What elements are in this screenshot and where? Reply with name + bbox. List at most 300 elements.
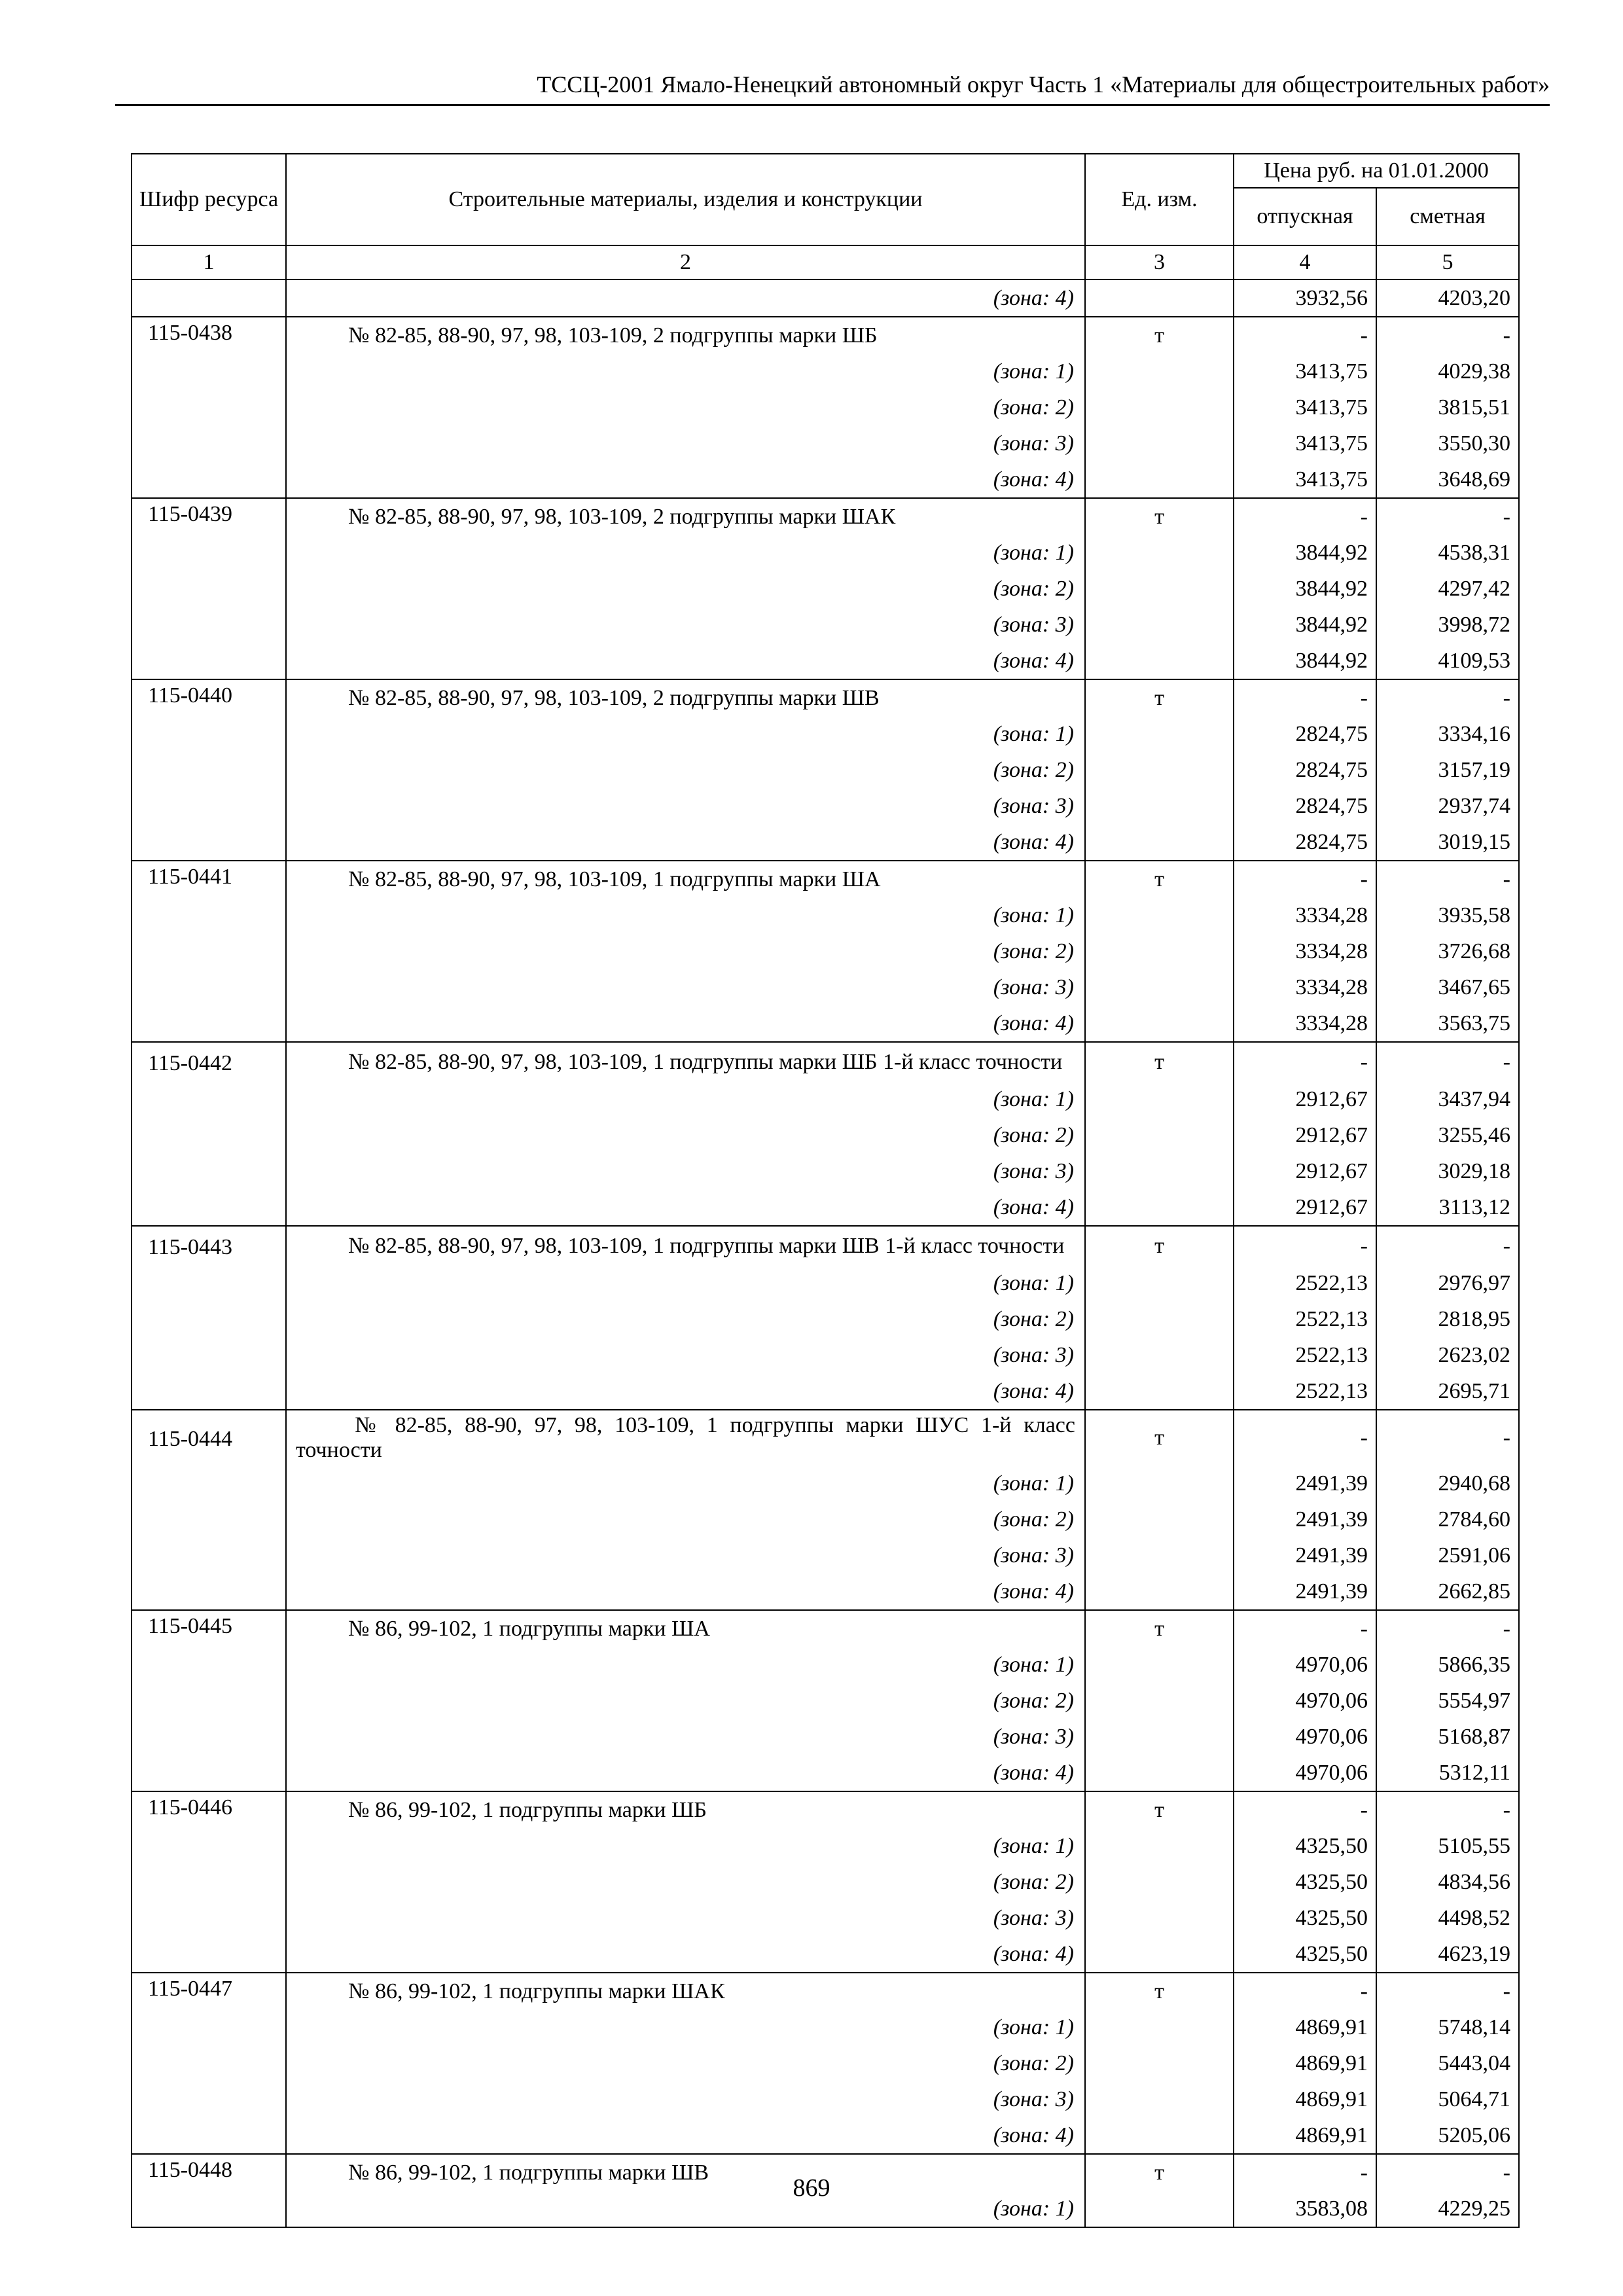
estimate-price: 2662,85 bbox=[1376, 1573, 1519, 1610]
code-cell bbox=[132, 279, 286, 317]
material-name bbox=[286, 1973, 1085, 2009]
unit-cell bbox=[1085, 1683, 1234, 1719]
release-price: - bbox=[1234, 1226, 1376, 1265]
release-price: 2912,67 bbox=[1234, 1081, 1376, 1117]
resource-code: 115-0438 bbox=[132, 317, 286, 353]
estimate-price: - bbox=[1376, 1610, 1519, 1647]
release-price: 3583,08 bbox=[1234, 2191, 1376, 2227]
release-price: 4970,06 bbox=[1234, 1647, 1376, 1683]
unit-cell bbox=[1085, 1189, 1234, 1226]
zone-label: (зона: 3) bbox=[286, 788, 1085, 824]
estimate-price: 4538,31 bbox=[1376, 535, 1519, 571]
estimate-price: 2784,60 bbox=[1376, 1501, 1519, 1537]
release-price: 2491,39 bbox=[1234, 1573, 1376, 1610]
col-name-header: Строительные материалы, изделия и конструкции bbox=[286, 154, 1085, 245]
zone-label: (зона: 4) bbox=[286, 1755, 1085, 1791]
zone-row bbox=[132, 535, 1519, 571]
estimate-price: 2591,06 bbox=[1376, 1537, 1519, 1573]
zone-row bbox=[132, 1828, 1519, 1864]
estimate-price: 3563,75 bbox=[1376, 1005, 1519, 1042]
material-name bbox=[286, 861, 1085, 897]
resource-code: 115-0439 bbox=[132, 498, 286, 535]
estimate-price: 3029,18 bbox=[1376, 1153, 1519, 1189]
estimate-price: 4109,53 bbox=[1376, 643, 1519, 679]
estimate-price: - bbox=[1376, 1042, 1519, 1081]
code-cell bbox=[132, 788, 286, 824]
release-price: 2824,75 bbox=[1234, 752, 1376, 788]
estimate-price: 4498,52 bbox=[1376, 1900, 1519, 1936]
release-price: 2522,13 bbox=[1234, 1265, 1376, 1301]
estimate-price: 3726,68 bbox=[1376, 933, 1519, 969]
code-cell bbox=[132, 1117, 286, 1153]
release-price: 3413,75 bbox=[1234, 425, 1376, 461]
unit-cell bbox=[1085, 571, 1234, 607]
resource-code: 115-0443 bbox=[132, 1226, 286, 1265]
unit-cell bbox=[1085, 897, 1234, 933]
release-price: 4325,50 bbox=[1234, 1936, 1376, 1973]
zone-row bbox=[132, 571, 1519, 607]
unit-cell bbox=[1085, 1373, 1234, 1410]
release-price: 3413,75 bbox=[1234, 461, 1376, 498]
unit-cell: т bbox=[1085, 317, 1234, 353]
unit-cell: т bbox=[1085, 1610, 1234, 1647]
running-header: ТССЦ-2001 Ямало-Ненецкий автономный округ Часть 1 «Материалы для общестроительных работ» bbox=[537, 71, 1550, 98]
estimate-price: - bbox=[1376, 1973, 1519, 2009]
zone-label: (зона: 3) bbox=[286, 2081, 1085, 2117]
release-price: 2522,13 bbox=[1234, 1337, 1376, 1373]
unit-cell bbox=[1085, 1465, 1234, 1501]
estimate-price: 2940,68 bbox=[1376, 1465, 1519, 1501]
zone-row bbox=[132, 752, 1519, 788]
zone-label: (зона: 1) bbox=[286, 1465, 1085, 1501]
estimate-price: 5443,04 bbox=[1376, 2045, 1519, 2081]
estimate-price: 3998,72 bbox=[1376, 607, 1519, 643]
release-price: 2824,75 bbox=[1234, 716, 1376, 752]
material-name bbox=[286, 1042, 1085, 1081]
release-price: - bbox=[1234, 1973, 1376, 2009]
table-row-carry bbox=[132, 279, 1519, 317]
estimate-price: 4229,25 bbox=[1376, 2191, 1519, 2227]
material-name-text: № 82-85, 88-90, 97, 98, 103-109, 2 подгруппы марки ШАК bbox=[348, 504, 896, 529]
estimate-price: - bbox=[1376, 498, 1519, 535]
release-price: 2522,13 bbox=[1234, 1301, 1376, 1337]
code-cell bbox=[132, 389, 286, 425]
zone-row bbox=[132, 1373, 1519, 1410]
zone-label: (зона: 4) bbox=[286, 2117, 1085, 2154]
zone-row bbox=[132, 1117, 1519, 1153]
zone-row bbox=[132, 1337, 1519, 1373]
zone-label: (зона: 2) bbox=[286, 752, 1085, 788]
estimate-price: 5168,87 bbox=[1376, 1719, 1519, 1755]
estimate-price: 4203,20 bbox=[1376, 279, 1519, 317]
material-name bbox=[286, 1226, 1085, 1265]
estimate-price: 3550,30 bbox=[1376, 425, 1519, 461]
zone-label: (зона: 1) bbox=[286, 1081, 1085, 1117]
unit-cell bbox=[1085, 1647, 1234, 1683]
unit-cell: т bbox=[1085, 1973, 1234, 2009]
zone-label: (зона: 2) bbox=[286, 1683, 1085, 1719]
unit-cell bbox=[1085, 461, 1234, 498]
material-name bbox=[286, 1791, 1085, 1828]
unit-cell: т bbox=[1085, 1042, 1234, 1081]
zone-label: (зона: 3) bbox=[286, 1337, 1085, 1373]
unit-cell bbox=[1085, 1537, 1234, 1573]
zone-row bbox=[132, 1719, 1519, 1755]
code-cell bbox=[132, 1301, 286, 1337]
col-number-5: 5 bbox=[1376, 245, 1519, 279]
zone-label: (зона: 3) bbox=[286, 1153, 1085, 1189]
zone-row bbox=[132, 1501, 1519, 1537]
release-price: 4869,91 bbox=[1234, 2081, 1376, 2117]
release-price: 4325,50 bbox=[1234, 1864, 1376, 1900]
zone-row bbox=[132, 1265, 1519, 1301]
code-cell bbox=[132, 1900, 286, 1936]
release-price: 4869,91 bbox=[1234, 2117, 1376, 2154]
code-cell bbox=[132, 643, 286, 679]
zone-label: (зона: 1) bbox=[286, 1828, 1085, 1864]
estimate-price: - bbox=[1376, 679, 1519, 716]
col-code-header: Шифр ресурса bbox=[132, 154, 286, 245]
release-price: - bbox=[1234, 679, 1376, 716]
release-price: - bbox=[1234, 317, 1376, 353]
resource-code: 115-0441 bbox=[132, 861, 286, 897]
unit-cell bbox=[1085, 1081, 1234, 1117]
resource-code: 115-0445 bbox=[132, 1610, 286, 1647]
zone-row bbox=[132, 1189, 1519, 1226]
zone-row bbox=[132, 2009, 1519, 2045]
zone-row bbox=[132, 1153, 1519, 1189]
zone-label: (зона: 1) bbox=[286, 897, 1085, 933]
unit-cell bbox=[1085, 2009, 1234, 2045]
resource-code: 115-0448 bbox=[132, 2154, 286, 2191]
unit-cell bbox=[1085, 535, 1234, 571]
resource-code: 115-0447 bbox=[132, 1973, 286, 2009]
zone-label: (зона: 1) bbox=[286, 716, 1085, 752]
material-name-text: № 86, 99-102, 1 подгруппы марки ША bbox=[348, 1616, 710, 1641]
zone-label: (зона: 1) bbox=[286, 1647, 1085, 1683]
zone-row bbox=[132, 2117, 1519, 2154]
table-row bbox=[132, 1410, 1519, 1465]
code-cell bbox=[132, 969, 286, 1005]
unit-cell: т bbox=[1085, 861, 1234, 897]
zone-label: (зона: 2) bbox=[286, 1864, 1085, 1900]
col-unit-header: Ед. изм. bbox=[1085, 154, 1234, 245]
release-price: 4970,06 bbox=[1234, 1719, 1376, 1755]
release-price: - bbox=[1234, 1610, 1376, 1647]
table-row bbox=[132, 679, 1519, 716]
code-cell bbox=[132, 2081, 286, 2117]
estimate-price: 2976,97 bbox=[1376, 1265, 1519, 1301]
code-cell bbox=[132, 1936, 286, 1973]
zone-label: (зона: 4) bbox=[286, 1573, 1085, 1610]
code-cell bbox=[132, 824, 286, 861]
release-price: 3844,92 bbox=[1234, 535, 1376, 571]
code-cell bbox=[132, 1501, 286, 1537]
release-price: 3844,92 bbox=[1234, 607, 1376, 643]
zone-row bbox=[132, 933, 1519, 969]
table-row bbox=[132, 1226, 1519, 1265]
code-cell bbox=[132, 1189, 286, 1226]
estimate-price: 3815,51 bbox=[1376, 389, 1519, 425]
estimate-price: 3935,58 bbox=[1376, 897, 1519, 933]
unit-cell bbox=[1085, 2081, 1234, 2117]
estimate-price: - bbox=[1376, 1410, 1519, 1465]
zone-row bbox=[132, 716, 1519, 752]
page-number: 869 bbox=[793, 2174, 830, 2202]
release-price: - bbox=[1234, 861, 1376, 897]
header-rule bbox=[115, 104, 1550, 106]
release-price: 3334,28 bbox=[1234, 933, 1376, 969]
zone-label: (зона: 4) bbox=[286, 1005, 1085, 1042]
release-price: 2912,67 bbox=[1234, 1117, 1376, 1153]
zone-row bbox=[132, 2081, 1519, 2117]
table-row bbox=[132, 1973, 1519, 2009]
unit-cell bbox=[1085, 1117, 1234, 1153]
zone-label: (зона: 4) bbox=[286, 1936, 1085, 1973]
zone-label: (зона: 1) bbox=[286, 535, 1085, 571]
unit-cell bbox=[1085, 824, 1234, 861]
estimate-price: 4623,19 bbox=[1376, 1936, 1519, 1973]
code-cell bbox=[132, 716, 286, 752]
table-row bbox=[132, 1042, 1519, 1081]
estimate-price: 4834,56 bbox=[1376, 1864, 1519, 1900]
zone-label: (зона: 1) bbox=[286, 353, 1085, 389]
release-price: 3932,56 bbox=[1234, 279, 1376, 317]
unit-cell bbox=[1085, 1900, 1234, 1936]
release-price: 3844,92 bbox=[1234, 571, 1376, 607]
release-price: 4325,50 bbox=[1234, 1900, 1376, 1936]
code-cell bbox=[132, 897, 286, 933]
release-price: 2824,75 bbox=[1234, 824, 1376, 861]
unit-cell bbox=[1085, 1301, 1234, 1337]
unit-cell: т bbox=[1085, 2154, 1234, 2191]
code-cell bbox=[132, 535, 286, 571]
release-price: 4970,06 bbox=[1234, 1755, 1376, 1791]
release-price: - bbox=[1234, 2154, 1376, 2191]
code-cell bbox=[132, 1755, 286, 1791]
code-cell bbox=[132, 1683, 286, 1719]
code-cell bbox=[132, 1265, 286, 1301]
zone-label: (зона: 2) bbox=[286, 1301, 1085, 1337]
zone-label: (зона: 3) bbox=[286, 969, 1085, 1005]
zone-label: (зона: 2) bbox=[286, 1501, 1085, 1537]
code-cell bbox=[132, 1465, 286, 1501]
zone-label: (зона: 3) bbox=[286, 607, 1085, 643]
unit-cell bbox=[1085, 1573, 1234, 1610]
zone-row bbox=[132, 1081, 1519, 1117]
code-cell bbox=[132, 1081, 286, 1117]
zone-label: (зона: 2) bbox=[286, 933, 1085, 969]
zone-row bbox=[132, 824, 1519, 861]
unit-cell bbox=[1085, 389, 1234, 425]
unit-cell bbox=[1085, 788, 1234, 824]
zone-row bbox=[132, 1936, 1519, 1973]
zone-row bbox=[132, 425, 1519, 461]
material-name-text: № 86, 99-102, 1 подгруппы марки ШАК bbox=[348, 1979, 725, 2003]
unit-cell bbox=[1085, 1501, 1234, 1537]
code-cell bbox=[132, 2117, 286, 2154]
release-price: 2912,67 bbox=[1234, 1189, 1376, 1226]
material-name-text: № 86, 99-102, 1 подгруппы марки ШБ bbox=[348, 1797, 707, 1822]
zone-row bbox=[132, 353, 1519, 389]
table-row bbox=[132, 861, 1519, 897]
code-cell bbox=[132, 1647, 286, 1683]
unit-cell bbox=[1085, 1005, 1234, 1042]
code-cell bbox=[132, 571, 286, 607]
unit-cell bbox=[1085, 1828, 1234, 1864]
release-price: 4970,06 bbox=[1234, 1683, 1376, 1719]
resource-code: 115-0440 bbox=[132, 679, 286, 716]
zone-label: (зона: 4) bbox=[286, 824, 1085, 861]
material-name bbox=[286, 1610, 1085, 1647]
unit-cell: т bbox=[1085, 1410, 1234, 1465]
zone-label: (зона: 4) bbox=[286, 279, 1085, 317]
zone-row bbox=[132, 643, 1519, 679]
release-price: 3334,28 bbox=[1234, 897, 1376, 933]
zone-label: (зона: 4) bbox=[286, 643, 1085, 679]
release-price: 4869,91 bbox=[1234, 2045, 1376, 2081]
price-table bbox=[131, 153, 1520, 2228]
unit-cell bbox=[1085, 353, 1234, 389]
code-cell bbox=[132, 353, 286, 389]
col-estimate-header: сметная bbox=[1376, 188, 1519, 245]
zone-row bbox=[132, 1864, 1519, 1900]
code-cell bbox=[132, 752, 286, 788]
unit-cell bbox=[1085, 933, 1234, 969]
zone-label: (зона: 2) bbox=[286, 1117, 1085, 1153]
estimate-price: 5105,55 bbox=[1376, 1828, 1519, 1864]
unit-cell bbox=[1085, 1864, 1234, 1900]
unit-cell bbox=[1085, 607, 1234, 643]
zone-label: (зона: 3) bbox=[286, 425, 1085, 461]
table-row bbox=[132, 1791, 1519, 1828]
col-number-4: 4 bbox=[1234, 245, 1376, 279]
zone-label: (зона: 4) bbox=[286, 1189, 1085, 1226]
code-cell bbox=[132, 1153, 286, 1189]
estimate-price: 2623,02 bbox=[1376, 1337, 1519, 1373]
material-name bbox=[286, 317, 1085, 353]
material-name-text: № 82-85, 88-90, 97, 98, 103-109, 2 подгруппы марки ШВ bbox=[348, 685, 880, 710]
code-cell bbox=[132, 933, 286, 969]
material-name-text: № 82-85, 88-90, 97, 98, 103-109, 1 подгруппы марки ШУС 1-й класс точности bbox=[296, 1413, 1075, 1462]
unit-cell bbox=[1085, 2045, 1234, 2081]
unit-cell bbox=[1085, 279, 1234, 317]
zone-label: (зона: 3) bbox=[286, 1537, 1085, 1573]
release-price: 2912,67 bbox=[1234, 1153, 1376, 1189]
release-price: - bbox=[1234, 498, 1376, 535]
estimate-price: 5554,97 bbox=[1376, 1683, 1519, 1719]
material-name bbox=[286, 498, 1085, 535]
zone-row bbox=[132, 389, 1519, 425]
release-price: 3334,28 bbox=[1234, 1005, 1376, 1042]
material-name bbox=[286, 679, 1085, 716]
zone-label: (зона: 1) bbox=[286, 2009, 1085, 2045]
zone-row bbox=[132, 1647, 1519, 1683]
unit-cell bbox=[1085, 716, 1234, 752]
resource-code: 115-0442 bbox=[132, 1042, 286, 1081]
release-price: 3413,75 bbox=[1234, 353, 1376, 389]
unit-cell bbox=[1085, 2117, 1234, 2154]
zone-row bbox=[132, 1301, 1519, 1337]
code-cell bbox=[132, 2045, 286, 2081]
estimate-price: 2695,71 bbox=[1376, 1373, 1519, 1410]
material-name-text: № 82-85, 88-90, 97, 98, 103-109, 1 подгруппы марки ШВ 1-й класс точности bbox=[348, 1233, 1065, 1258]
zone-label: (зона: 4) bbox=[286, 461, 1085, 498]
estimate-price: 5748,14 bbox=[1376, 2009, 1519, 2045]
col-release-header: отпускная bbox=[1234, 188, 1376, 245]
estimate-price: 4297,42 bbox=[1376, 571, 1519, 607]
zone-label: (зона: 4) bbox=[286, 1373, 1085, 1410]
unit-cell: т bbox=[1085, 498, 1234, 535]
estimate-price: 3467,65 bbox=[1376, 969, 1519, 1005]
estimate-price: 5312,11 bbox=[1376, 1755, 1519, 1791]
zone-row bbox=[132, 1900, 1519, 1936]
estimate-price: 5064,71 bbox=[1376, 2081, 1519, 2117]
release-price: - bbox=[1234, 1791, 1376, 1828]
code-cell bbox=[132, 1719, 286, 1755]
code-cell bbox=[132, 1005, 286, 1042]
col-number-2: 2 bbox=[286, 245, 1085, 279]
release-price: 4869,91 bbox=[1234, 2009, 1376, 2045]
zone-row bbox=[132, 607, 1519, 643]
zone-row bbox=[132, 897, 1519, 933]
estimate-price: - bbox=[1376, 317, 1519, 353]
unit-cell bbox=[1085, 1265, 1234, 1301]
release-price: 3334,28 bbox=[1234, 969, 1376, 1005]
zone-row bbox=[132, 1537, 1519, 1573]
zone-row bbox=[132, 1005, 1519, 1042]
estimate-price: 5205,06 bbox=[1376, 2117, 1519, 2154]
estimate-price: 3113,12 bbox=[1376, 1189, 1519, 1226]
unit-cell bbox=[1085, 1337, 1234, 1373]
zone-row bbox=[132, 969, 1519, 1005]
code-cell bbox=[132, 1537, 286, 1573]
estimate-price: 3157,19 bbox=[1376, 752, 1519, 788]
unit-cell: т bbox=[1085, 1791, 1234, 1828]
unit-cell bbox=[1085, 1719, 1234, 1755]
estimate-price: 3019,15 bbox=[1376, 824, 1519, 861]
estimate-price: 2937,74 bbox=[1376, 788, 1519, 824]
unit-cell: т bbox=[1085, 1226, 1234, 1265]
release-price: 2491,39 bbox=[1234, 1465, 1376, 1501]
release-price: 2491,39 bbox=[1234, 1501, 1376, 1537]
unit-cell bbox=[1085, 1153, 1234, 1189]
zone-label: (зона: 2) bbox=[286, 389, 1085, 425]
table-row bbox=[132, 498, 1519, 535]
estimate-price: 3255,46 bbox=[1376, 1117, 1519, 1153]
zone-row bbox=[132, 1683, 1519, 1719]
estimate-price: 3437,94 bbox=[1376, 1081, 1519, 1117]
unit-cell: т bbox=[1085, 679, 1234, 716]
zone-label: (зона: 3) bbox=[286, 1900, 1085, 1936]
release-price: - bbox=[1234, 1042, 1376, 1081]
zone-label: (зона: 2) bbox=[286, 571, 1085, 607]
col-number-3: 3 bbox=[1085, 245, 1234, 279]
release-price: 4325,50 bbox=[1234, 1828, 1376, 1864]
estimate-price: 3648,69 bbox=[1376, 461, 1519, 498]
release-price: 3844,92 bbox=[1234, 643, 1376, 679]
zone-row bbox=[132, 2045, 1519, 2081]
table-head bbox=[132, 154, 1519, 279]
material-name-text: № 82-85, 88-90, 97, 98, 103-109, 2 подгруппы марки ШБ bbox=[348, 323, 878, 348]
material-name-text: № 82-85, 88-90, 97, 98, 103-109, 1 подгруппы марки ШБ 1-й класс точности bbox=[348, 1049, 1063, 1074]
resource-code: 115-0444 bbox=[132, 1410, 286, 1465]
unit-cell bbox=[1085, 752, 1234, 788]
table-body bbox=[132, 279, 1519, 2227]
code-cell bbox=[132, 2009, 286, 2045]
unit-cell bbox=[1085, 425, 1234, 461]
estimate-price: - bbox=[1376, 861, 1519, 897]
